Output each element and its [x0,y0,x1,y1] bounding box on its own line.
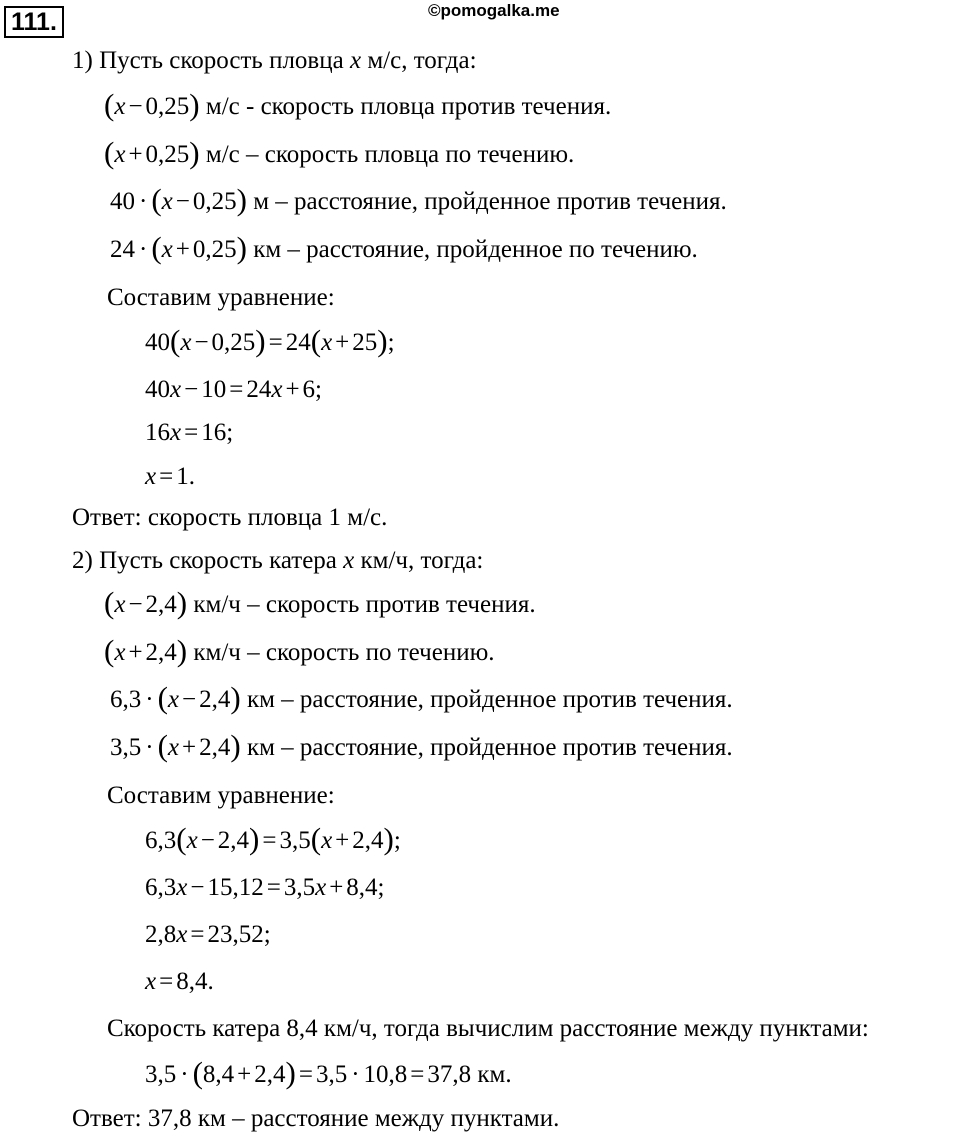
part2-compose: Составим уравнение: [107,782,335,809]
part2-line1: (x − 2,4) км/ч – скорость против течения. [104,585,536,620]
part2-eq2: 6,3x − 15,12 = 3,5x + 8,4; [145,874,385,901]
part2-answer: Ответ: 37,8 км – расстояние между пунктами. [72,1105,560,1132]
part2-line3: 6,3 · (x − 2,4) км – расстояние, пройденное против течения. [110,680,733,715]
part1-eq2: 40x − 10 = 24x + 6; [145,376,322,403]
part2-eq1: 6,3(x − 2,4) = 3,5(x + 2,4); [145,821,401,856]
watermark: ©pomogalka.me [428,1,560,20]
part1-intro: 1) Пусть скорость пловца x м/с, тогда: [72,47,477,74]
part2-speed-text: Скорость катера 8,4 км/ч, тогда вычислим расстояние между пунктами: [107,1015,869,1042]
part1-answer: Ответ: скорость пловца 1 м/с. [72,504,388,531]
part2-calc: 3,5 · (8,4 + 2,4) = 3,5 · 10,8 = 37,8 км. [145,1055,512,1090]
part1-compose: Составим уравнение: [107,284,335,311]
part1-eq3: 16x = 16; [145,419,234,446]
part1-eq1: 40(x − 0,25) = 24(x + 25); [145,323,395,358]
problem-number: 111. [4,6,64,38]
part2-line2: (x + 2,4) км/ч – скорость по течению. [104,633,495,668]
part1-line3: 40 · (x − 0,25) м – расстояние, пройденное против течения. [110,182,727,217]
part1-eq4: x = 1. [145,463,195,490]
part2-eq3: 2,8x = 23,52; [145,921,271,948]
part2-eq4: x = 8,4. [145,968,214,995]
part2-line4: 3,5 · (x + 2,4) км – расстояние, пройденное против течения. [110,728,733,763]
part1-line4: 24 · (x + 0,25) км – расстояние, пройденное по течению. [110,230,698,265]
part1-line2: (x + 0,25) м/с – скорость пловца по течению. [104,135,575,170]
part2-intro: 2) Пусть скорость катера x км/ч, тогда: [72,547,484,574]
part1-line1: (x − 0,25) м/с - скорость пловца против течения. [104,87,612,122]
